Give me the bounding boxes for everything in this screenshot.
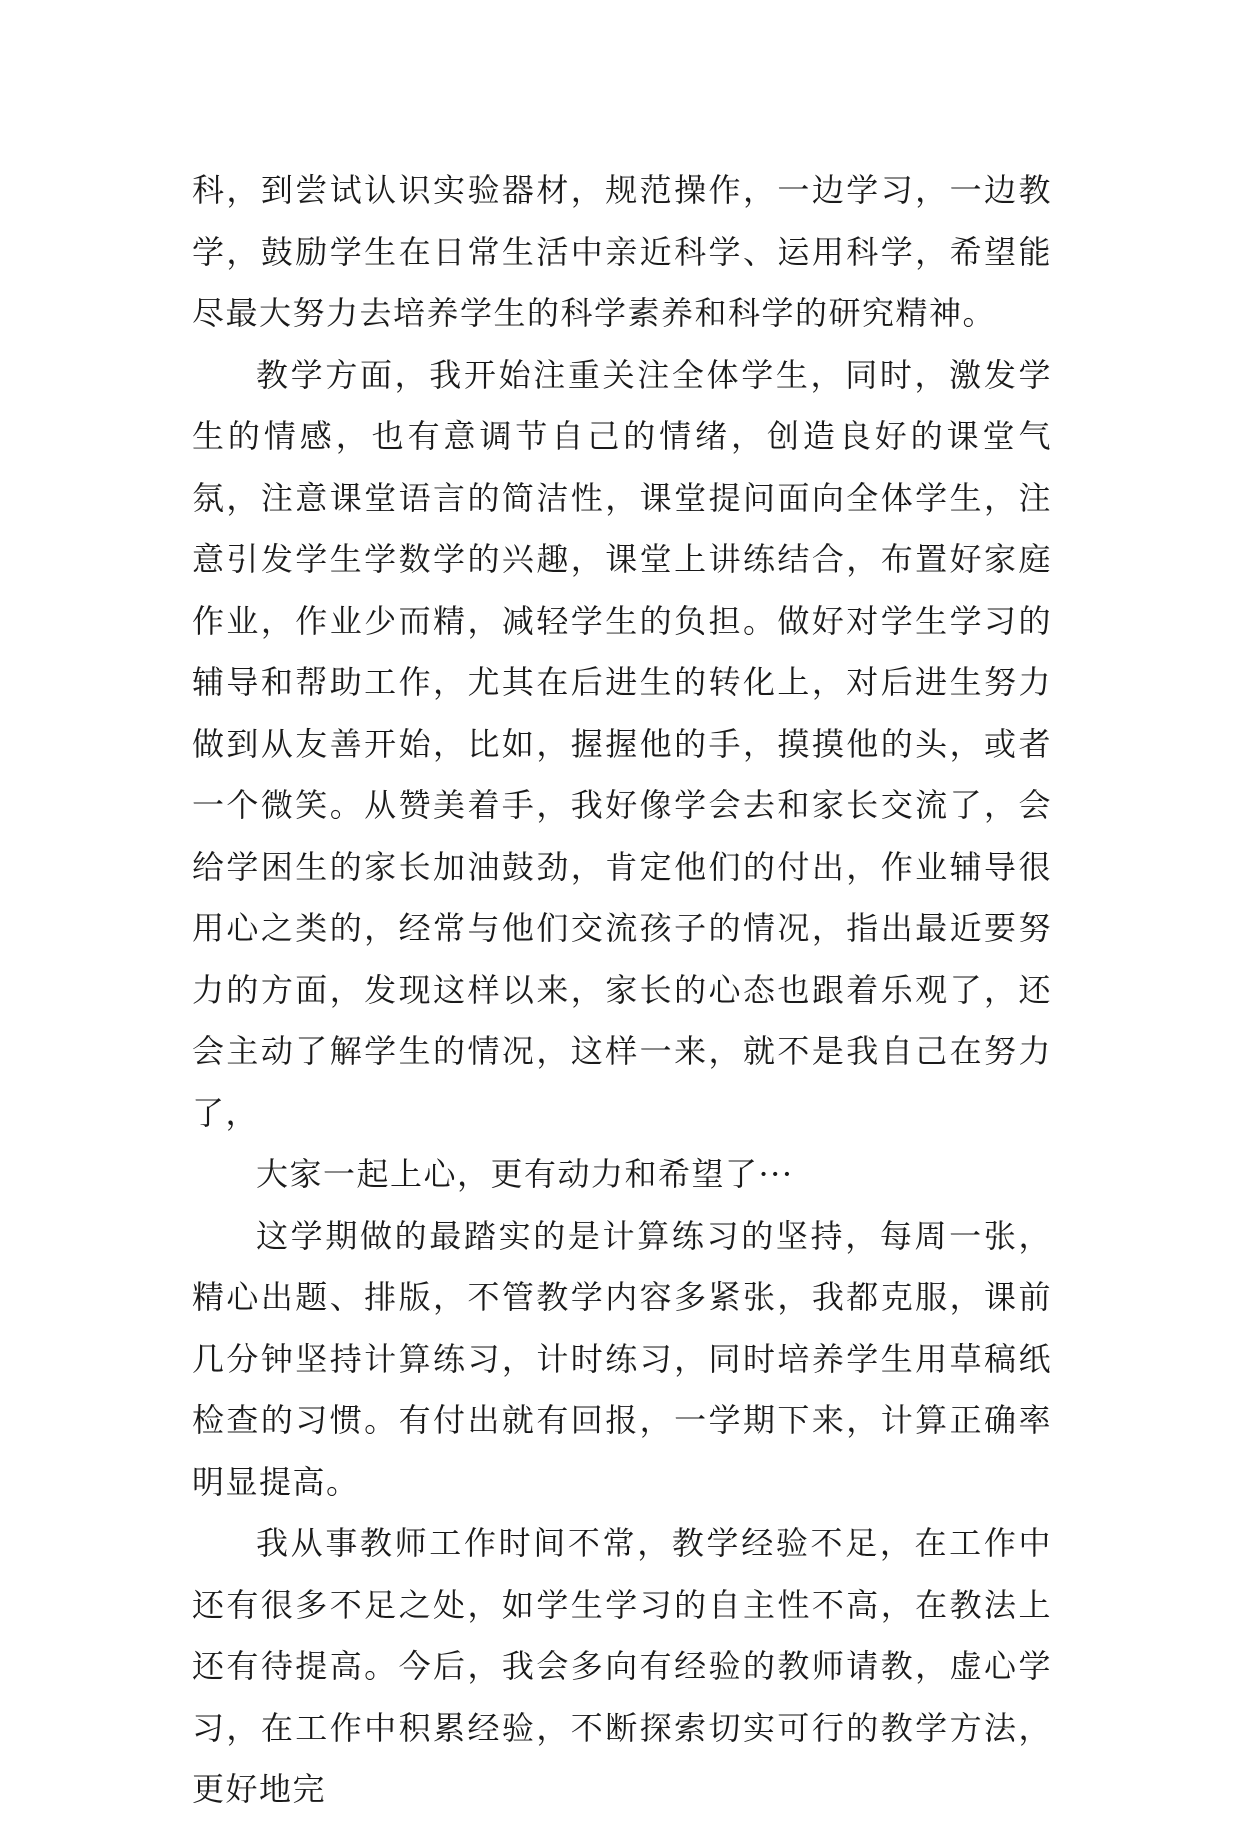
paragraph-reflection: 我从事教师工作时间不常，教学经验不足，在工作中还有很多不足之处，如学生学习的自主性不高，在教法上还有待提高。今后，我会多向有经验的教师请教，虚心学习，在工作中积累经验，不断探索切实可行的教学方法，更好地完 <box>192 1524 1052 1808</box>
paragraph-together: 大家一起上心，更有动力和希望了··· <box>256 1155 794 1193</box>
paragraph-continuation: 科，到尝试认识实验器材，规范操作，一边学习，一边教学，鼓励学生在日常生活中亲近科学、运用科学，希望能尽最大努力去培养学生的科学素养和科学的研究精神。 <box>192 171 1052 332</box>
document-body <box>192 160 1052 1821</box>
paragraph-calculation-practice: 这学期做的最踏实的是计算练习的坚持，每周一张，精心出题、排版，不管教学内容多紧张，我都克服，课前几分钟坚持计算练习，计时练习，同时培养学生用草稿纸检查的习惯。有付出就有回报，一学期下来，计算正确率明显提高。 <box>192 1216 1052 1501</box>
paragraph-teaching: 教学方面，我开始注重关注全体学生，同时，激发学生的情感，也有意调节自己的情绪，创造良好的课堂气氛，注意课堂语言的简洁性，课堂提问面向全体学生，注意引发学生学数学的兴趣，课堂上讲练结合，布置好家庭作业，作业少而精，减轻学生的负担。做好对学生学习的辅导和帮助工作，尤其在后进生的转化上，对后进生努力做到从友善开始，比如，握握他的手，摸摸他的头，或者一个微笑。从赞美着手，我好像学会去和家长交流了，会给学困生的家长加油鼓劲，肯定他们的付出，作业辅导很用心之类的，经常与他们交流孩子的情况，指出最近要努力的方面，发现这样以来，家长的心态也跟着乐观了，还会主动了解学生的情况，这样一来，就不是我自己在努力了， <box>192 355 1052 1132</box>
